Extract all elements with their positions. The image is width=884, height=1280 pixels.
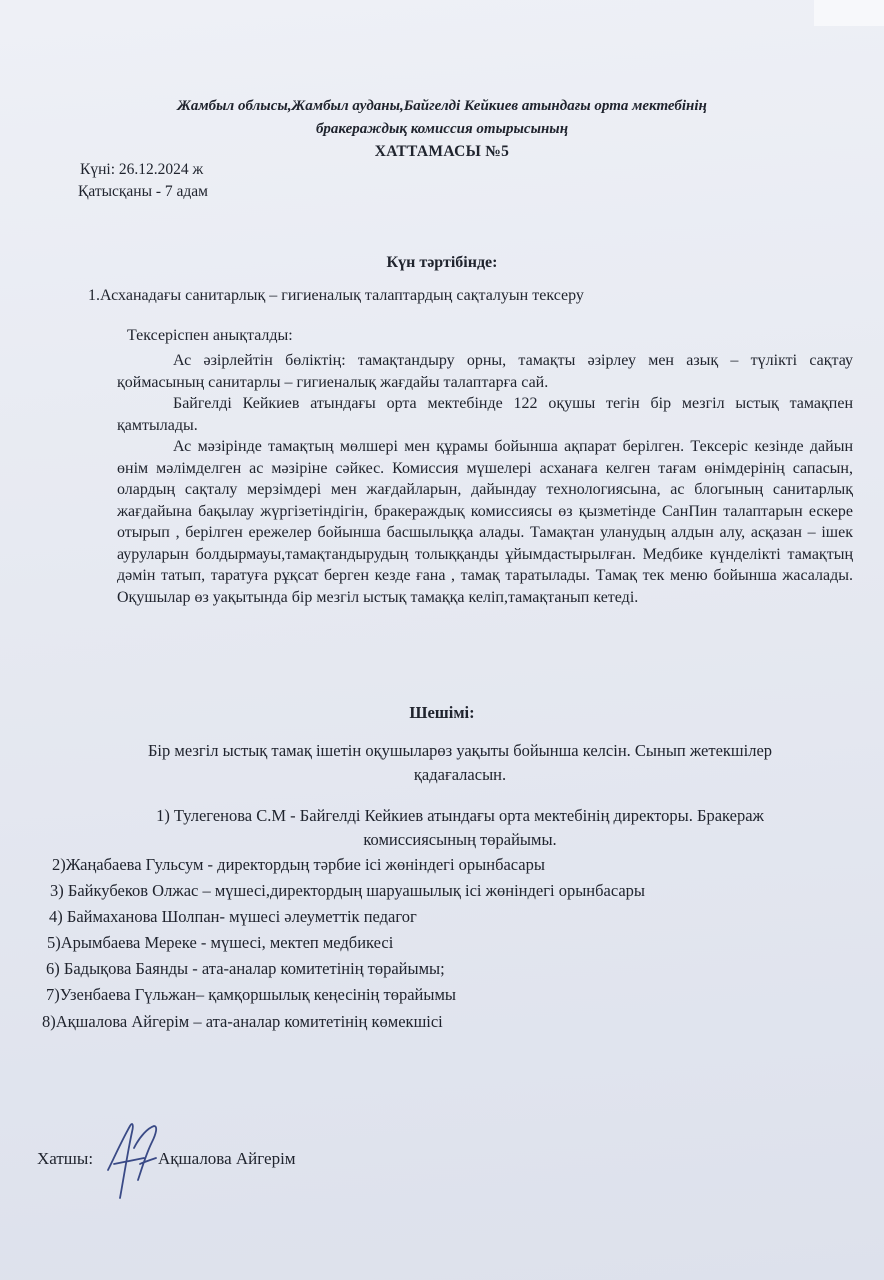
signature-mark bbox=[100, 1118, 164, 1204]
signature bbox=[100, 1118, 164, 1204]
member-item-6: 6) Бадықова Баянды - ата-аналар комитетінің төрайымы; bbox=[46, 959, 445, 978]
header-commission: бракераждық комиссия отырысының bbox=[315, 121, 569, 137]
decision-heading: Шешімі: bbox=[409, 703, 475, 722]
agenda-item: 1.Асханадағы санитарлық – гигиеналық талаптардың сақталуын тексеру bbox=[88, 287, 584, 304]
document-title: ХАТТАМАСЫ №5 bbox=[374, 143, 510, 160]
background-corner bbox=[814, 0, 884, 26]
member-item-5: 5)Арымбаева Мереке - мүшесі, мектеп медбикесі bbox=[47, 933, 394, 952]
member-item-3: 3) Байкубеков Олжас – мүшесі,директордың шаруашылық ісі жөніндегі орынбасары bbox=[50, 881, 646, 900]
secretary-label: Хатшы: bbox=[37, 1149, 94, 1168]
findings-paragraph: Байгелді Кейкиев атындағы орта мектебінде 122 оқушы тегін бір мезгіл ыстық тамақпен қамтылады. bbox=[117, 395, 853, 434]
member-item-8: 8)Ақшалова Айгерім – ата-аналар комитетінің көмекшісі bbox=[42, 1012, 443, 1031]
agenda-heading: Күн тәртібінде: bbox=[386, 254, 498, 271]
findings-body bbox=[117, 350, 853, 608]
findings-paragraph: Ас әзірлейтін бөліктің: тамақтандыру орны, тамақты әзірлеу мен азық – түлікті сақтау қоймасының санитарлы – гигиеналық жағдайы талаптарға сай. bbox=[117, 352, 853, 391]
header-organization: Жамбыл облысы,Жамбыл ауданы,Байгелді Кейкиев атындағы орта мектебінің bbox=[177, 98, 707, 114]
findings-intro: Тексеріспен анықталды: bbox=[127, 327, 293, 344]
member-item-2: 2)Жаңабаева Гульсум - директордың тәрбие ісі жөніндегі орынбасары bbox=[52, 855, 545, 874]
member-item-4: 4) Баймаханова Шолпан- мүшесі әлеуметтік педагог bbox=[49, 907, 417, 926]
member-item-7: 7)Узенбаева Гүльжан– қамқоршылық кеңесінің төрайымы bbox=[46, 985, 456, 1004]
meeting-date: Күні: 26.12.2024 ж bbox=[80, 161, 204, 178]
secretary-name: Ақшалова Айгерім bbox=[158, 1149, 296, 1168]
attendance-count: Қатысқаны - 7 адам bbox=[78, 183, 208, 200]
findings-paragraph: Ас мәзірінде тамақтың мөлшері мен құрамы бойынша ақпарат берілген. Тексеріс кезінде дайын өнім мәлімделген ас мәзіріне сәйкес. Комиссия мүшелері асханаға келген тағам өнімдерінің сапасын, олардың сақталу мерзімдері мен жағдайларын, дайындау технологиясына, ас блогының санитарлық жағдайына бақылау жүргізетіндігін, бракераждық комиссиясы өз қызметінде СанПин талаптарын ескере отырып , берілген ережелер бойынша басшылыққа алады. Тамақтан уланудың алдын алу, асқазан – ішек ауруларын болдырмауы,тамақтандырудың толыққанды ұйымдастырылған. Медбике күнделікті тамақтың дәмін татып, таратуға рұқсат берген кезде ғана , тамақ таратылады. Тамақ тек меню бойынша жасалады. Оқушылар өз уақытында бір мезгіл ыстық тамаққа келіп,тамақтанып кетеді. bbox=[117, 438, 853, 606]
member-item-1: 1) Тулегенова С.М - Байгелді Кейкиев атындағы орта мектебінің директоры. Бракераж комиссиясының төрайымы. bbox=[156, 806, 764, 849]
decision-text: Бір мезгіл ыстық тамақ ішетін оқушыларөз уақыты бойынша келсін. Сынып жетекшілер қадағаласын. bbox=[147, 741, 773, 784]
